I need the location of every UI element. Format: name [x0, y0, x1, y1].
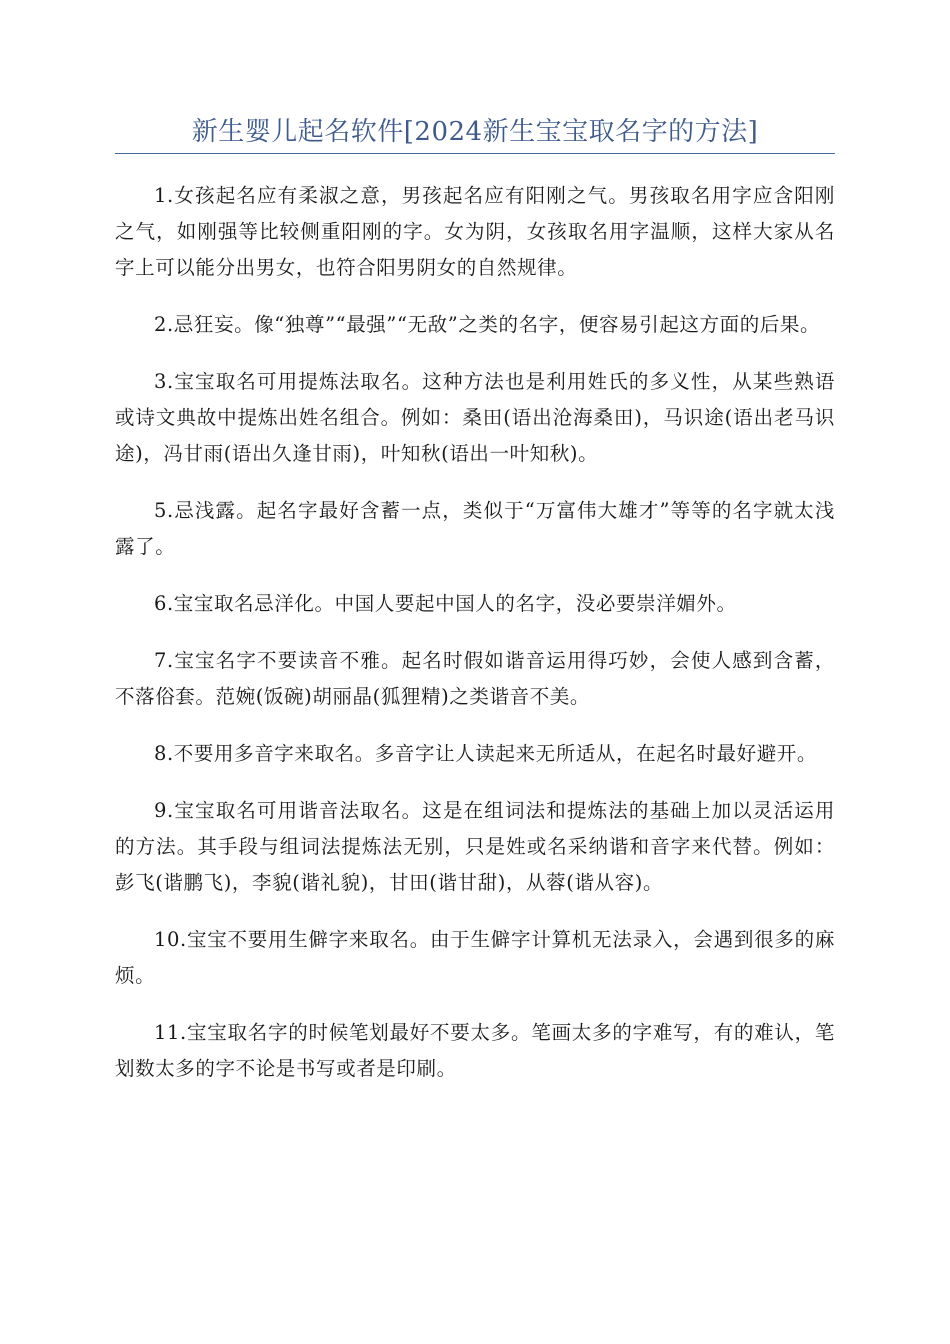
paragraph-7: 7.宝宝名字不要读音不雅。起名时假如谐音运用得巧妙，会使人感到含蓄，不落俗套。范婉(饭碗)胡丽晶(狐狸精)之类谐音不美。: [115, 649, 835, 708]
paragraph-3: 3.宝宝取名可用提炼法取名。这种方法也是利用姓氏的多义性，从某些熟语或诗文典故中提炼出姓名组合。例如：桑田(语出沧海桑田)，马识途(语出老马识途)，冯甘雨(语出久逢甘雨)，叶知秋(语出一叶知秋)。: [115, 370, 835, 465]
paragraph-5: 5.忌浅露。起名字最好含蓄一点，类似于“万富伟大雄才”等等的名字就太浅露了。: [115, 499, 835, 558]
paragraph-8: 8.不要用多音字来取名。多音字让人读起来无所适从，在起名时最好避开。: [154, 742, 818, 765]
paragraph-2: 2.忌狂妄。像“独尊”“最强”“无敌”之类的名字，便容易引起这方面的后果。: [154, 313, 821, 336]
paragraph-9: 9.宝宝取名可用谐音法取名。这是在组词法和提炼法的基础上加以灵活运用的方法。其手段与组词法提炼法无别，只是姓或名采纳谐和音字来代替。例如：彭飞(谐鹏飞)，李貌(谐礼貌)，甘田(谐甘甜)，从蓉(谐从容)。: [115, 799, 835, 894]
title-underline: [115, 153, 835, 154]
paragraph-6: 6.宝宝取名忌洋化。中国人要起中国人的名字，没必要崇洋媚外。: [154, 592, 737, 615]
paragraph-1: 1.女孩起名应有柔淑之意，男孩起名应有阳刚之气。男孩取名用字应含阳刚之气，如刚强等比较侧重阳刚的字。女为阴，女孩取名用字温顺，这样大家从名字上可以能分出男女，也符合阳男阴女的自然规律。: [115, 184, 835, 279]
paragraph-10: 10.宝宝不要用生僻字来取名。由于生僻字计算机无法录入，会遇到很多的麻烦。: [115, 928, 835, 987]
document-body: [115, 178, 835, 1108]
document-title: 新生婴儿起名软件[2024新生宝宝取名字的方法]: [191, 117, 759, 147]
paragraph-11: 11.宝宝取名字的时候笔划最好不要太多。笔画太多的字难写，有的难认，笔划数太多的字不论是书写或者是印刷。: [115, 1021, 835, 1080]
